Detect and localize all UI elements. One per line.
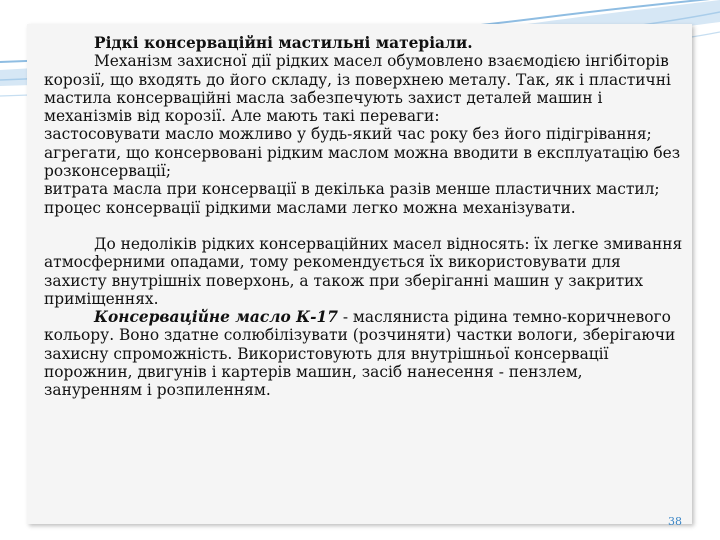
disadvantages-paragraph: До недоліків рідких консерваційних масел відносять: їх легке змивання атмосферними опадами, тому рекомендується їх використовувати для захисту внутрішніх поверхонь, а також при зберіганні машин у закритих приміщеннях. — [44, 234, 683, 308]
k17-description: - масляниста рідина темно-коричневого кольору. Воно здатне солюбілізувати (розчиняти) частки вологи, зберігаючи захисну спроможність. Використовують для внутрішньої консервації порожнин, двигунів і картерів машин, засіб нанесення - пензлем, зануренням і розпиленням. — [44, 308, 676, 400]
advantage-item-2: агрегати, що консервовані рідким маслом можна вводити в експлуатацію без розконсервації; — [44, 143, 681, 181]
slide-text — [44, 34, 684, 400]
paragraph-gap — [44, 217, 684, 235]
page-number: 38 — [668, 515, 682, 528]
intro-paragraph: Механізм захисної дії рідких масел обумовлено взаємодією інгібіторів корозії, що входять до його складу, із поверхнею металу. Так, як і пластичні мастила консерваційні масла забезпечують захист деталей машин і механізмів від корозії. Але мають такі переваги: — [44, 52, 671, 126]
slide-title: Рідкі консерваційні мастильні матеріали. — [94, 34, 473, 52]
advantage-item-1: застосовувати масло можливо у будь-який час року без його підігрівання; — [44, 125, 652, 144]
advantage-item-3: витрата масла при консервації в декілька разів менше пластичних мастил; — [44, 180, 660, 199]
k17-term: Консерваційне масло К-17 — [94, 308, 338, 327]
advantage-item-4: процес консервації рідкими маслами легко можна механізувати. — [44, 198, 576, 217]
k17-paragraph — [44, 308, 684, 399]
